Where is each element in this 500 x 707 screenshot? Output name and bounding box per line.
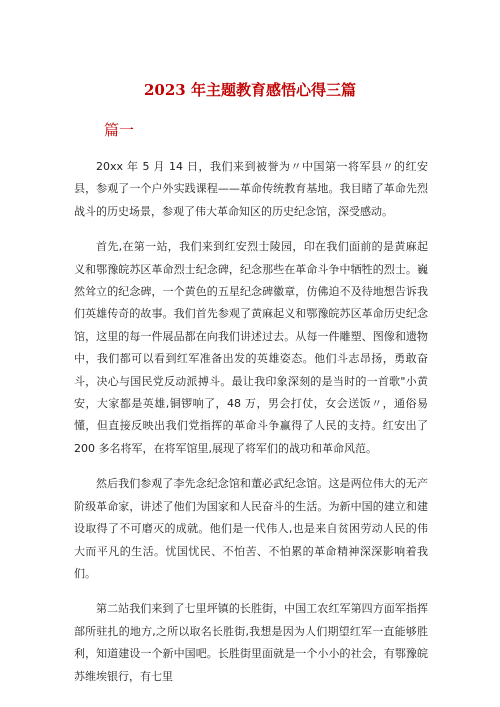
- paragraph-4: 第二站我们来到了七里坪镇的长胜街，中国工农红军第四方面军指挥部所驻扎的地方,之所以取名长胜街,我想是因为人们期望红军一直能够胜利，知道建设一个新中国吧。长胜街里面就是一个小小的社会，有鄂豫皖苏维埃银行，有七里: [74, 602, 428, 683]
- paragraph-3: 然后我们参观了李先念纪念馆和董必武纪念馆。这是两位伟大的无产阶级革命家，讲述了他们为国家和人民奋斗的生活。为新中国的建立和建设取得了不可磨灭的成就。他们是一代伟人,也是来自贫困劳动人民的伟大而平凡的生活。忧国忧民、不怕苦、不怕累的革命精神深深影响着我们。: [74, 477, 428, 580]
- section-heading: 篇一: [104, 121, 135, 139]
- paragraph-2: 首先,在第一站，我们来到红安烈士陵园，印在我们面前的是黄麻起义和鄂豫皖苏区革命烈士纪念碑，纪念那些在革命斗争中牺牲的烈士。巍然耸立的纪念碑，一个黄色的五星纪念碑徽章，仿佛迫不及待地想告诉我们英雄传奇的故事。我们首先参观了黄麻起义和鄂豫皖苏区革命历史纪念馆，这里的每一件展品都在向我们讲述过去。从每一件雕塑、图像和遗物中，我们都可以看到红军准备出发的英雄姿态。他们斗志昂扬，勇敢奋斗，决心与国民党反动派搏斗。最让我印象深刻的是当时的一首歌"小黄安，大家都是英雄,铜锣响了，48 万，男会打仗，女会送饭〃，通俗易懂，但直接反映出我们党指挥的革命斗争赢得了人民的支持。红安出了 200 多名将军，在将军馆里,展现了将军们的战功和革命风范。: [74, 240, 428, 455]
- paragraph-1: 20xx 年 5 月 14 日，我们来到被誉为〃中国第一将军县〃的红安县，参观了一个户外实践课程——革命传统教育基地。我目睹了革命先烈战斗的历史场景，参观了伟大革命知区的历史纪念馆，深受感动。: [74, 160, 428, 218]
- document-title: 2023 年主题教育感悟心得三篇: [144, 81, 356, 99]
- document-body: [74, 156, 428, 701]
